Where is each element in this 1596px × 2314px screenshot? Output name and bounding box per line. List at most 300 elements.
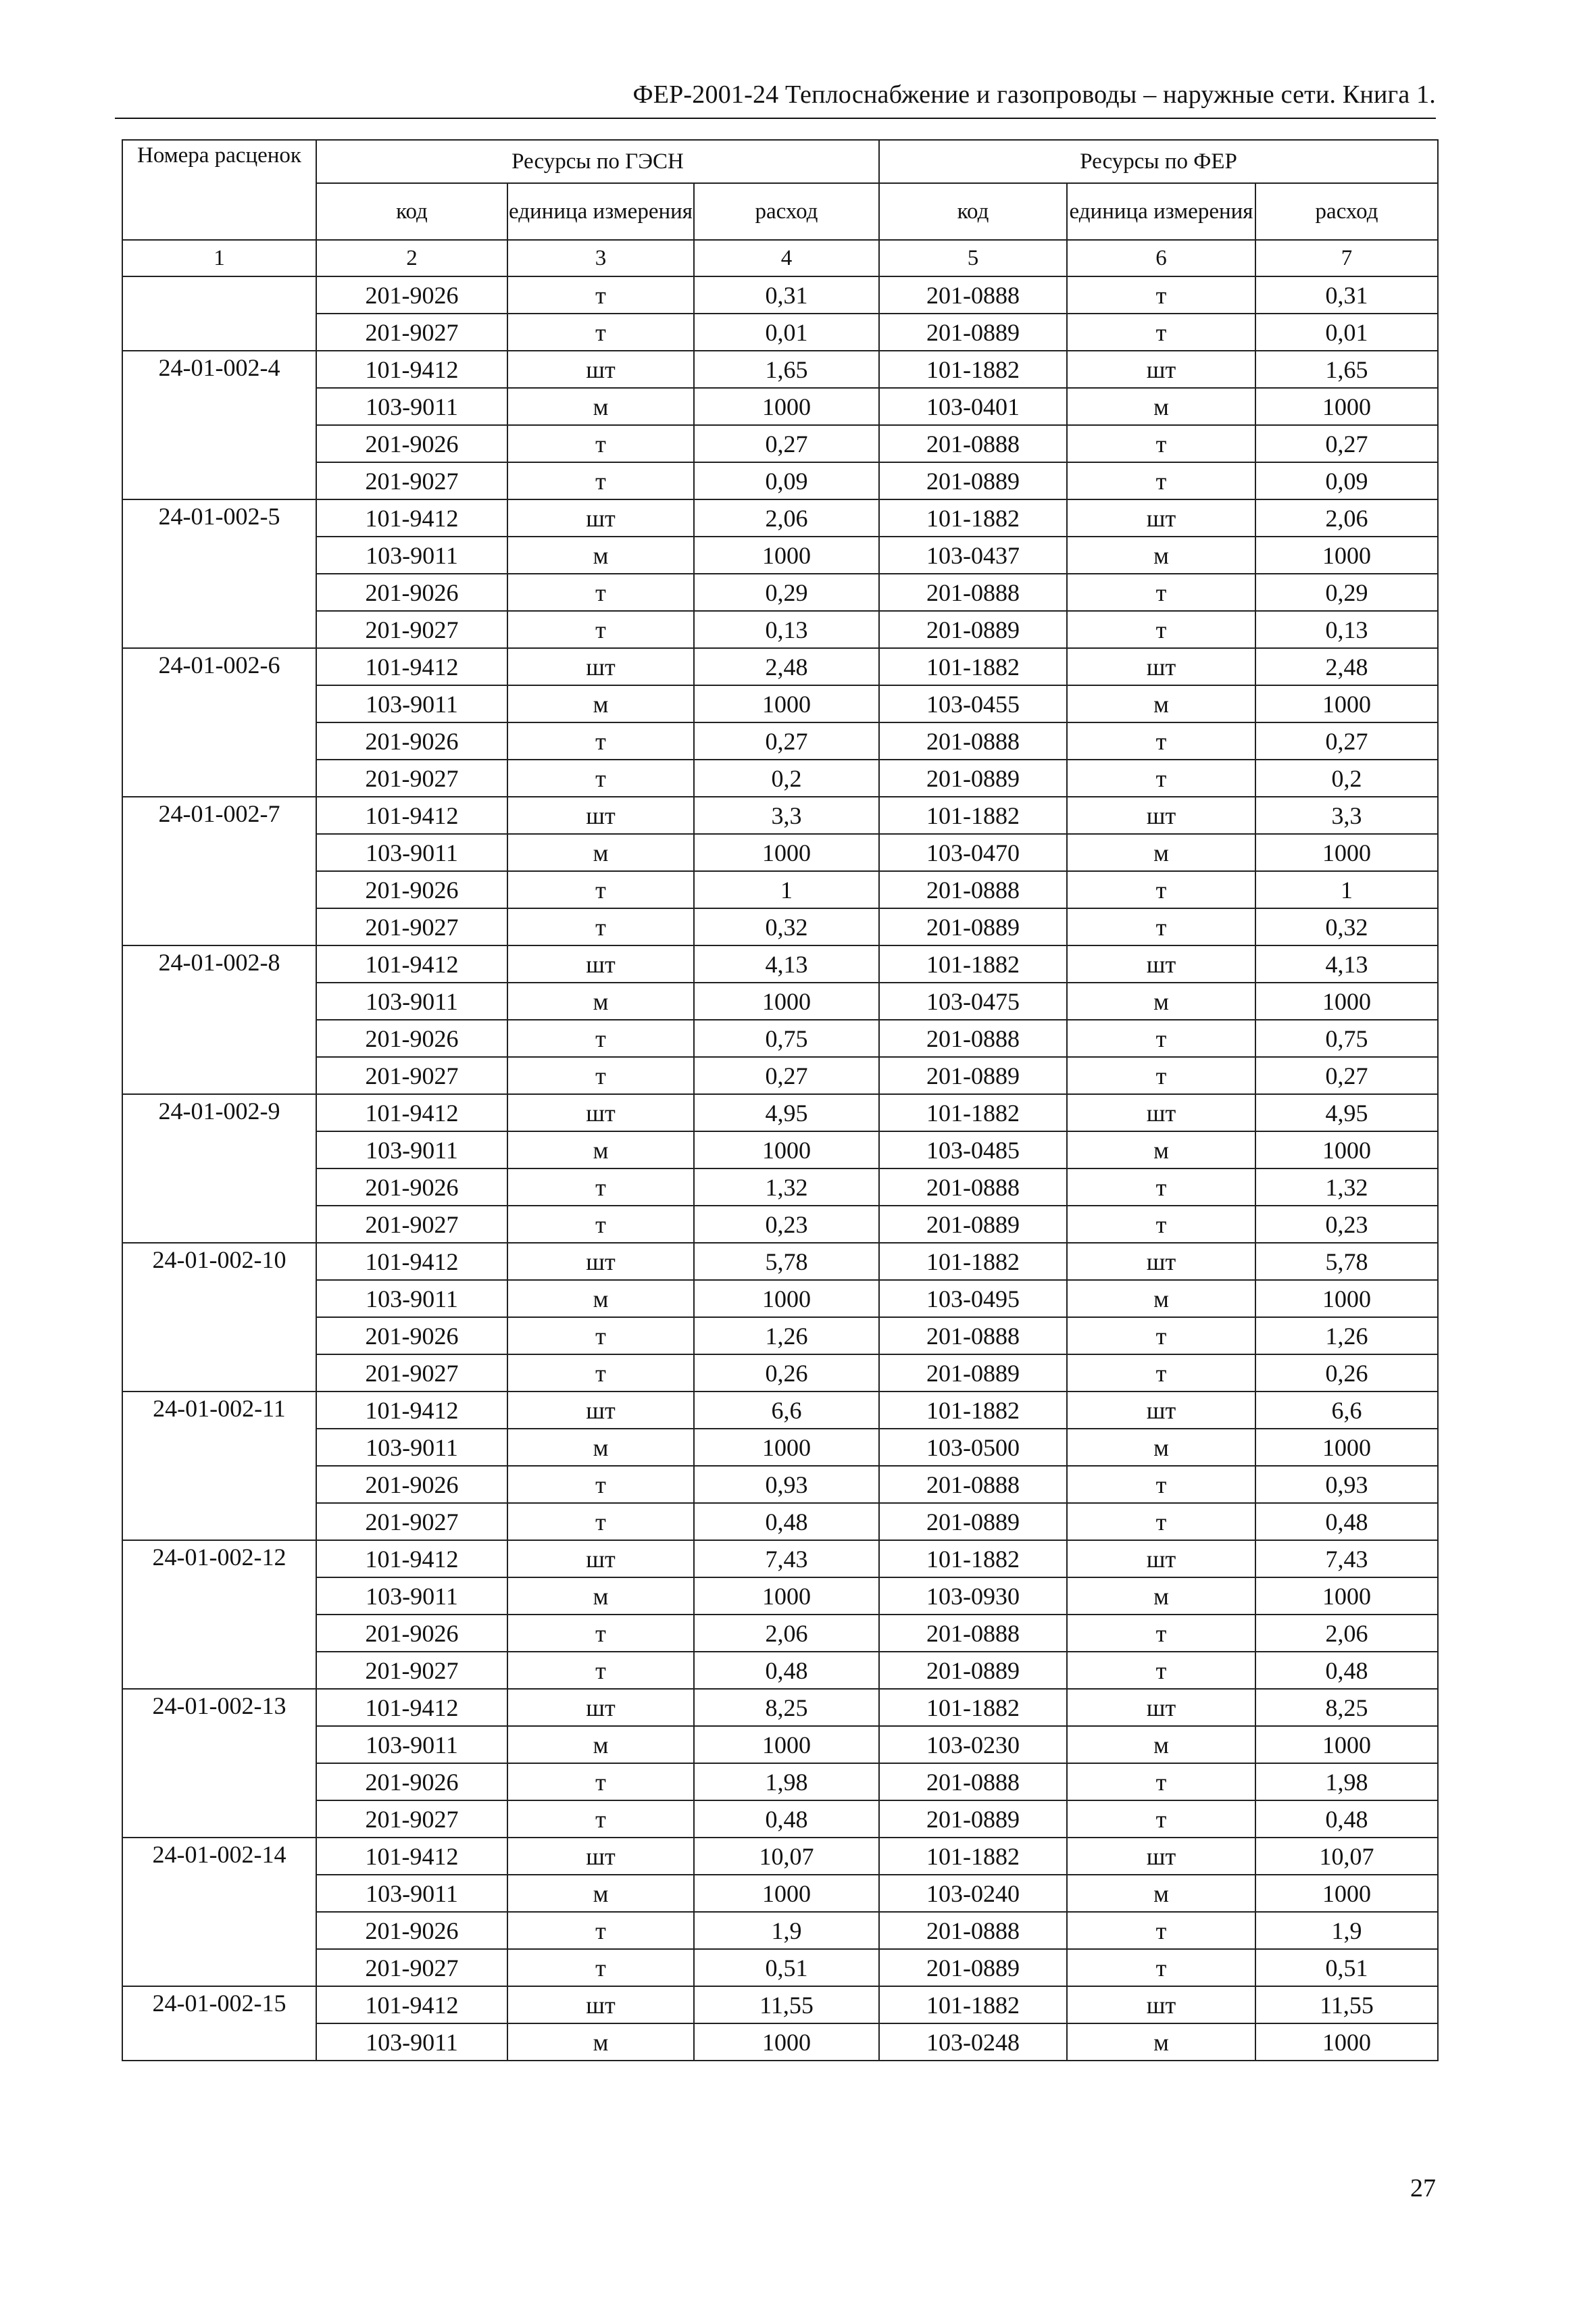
fer-consumption-cell: 0,27 xyxy=(1255,722,1438,760)
gesn-unit-cell: т xyxy=(507,574,694,611)
page-header-title: ФЕР-2001-24 Теплоснабжение и газопроводы – наружные сети. Книга 1. xyxy=(632,80,1436,109)
rate-number-cell: 24-01-002-9 xyxy=(122,1094,316,1243)
fer-code-cell: 201-0888 xyxy=(879,1020,1067,1057)
fer-code-cell: 101-1882 xyxy=(879,1540,1067,1577)
gesn-consumption-cell: 0,32 xyxy=(694,908,879,945)
header-gesn-code: код xyxy=(316,183,507,240)
gesn-unit-cell: т xyxy=(507,1912,694,1949)
gesn-code-cell: 103-9011 xyxy=(316,834,507,871)
fer-code-cell: 201-0888 xyxy=(879,1317,1067,1354)
fer-code-cell: 201-0889 xyxy=(879,1354,1067,1392)
gesn-consumption-cell: 1,26 xyxy=(694,1317,879,1354)
rate-number-cell: 24-01-002-8 xyxy=(122,945,316,1094)
table-row xyxy=(122,1912,1438,1949)
gesn-unit-cell: м xyxy=(507,1726,694,1763)
fer-consumption-cell: 0,48 xyxy=(1255,1503,1438,1540)
fer-unit-cell: шт xyxy=(1067,1689,1255,1726)
gesn-consumption-cell: 0,27 xyxy=(694,722,879,760)
gesn-unit-cell: т xyxy=(507,611,694,648)
table-row xyxy=(122,1280,1438,1317)
gesn-code-cell: 103-9011 xyxy=(316,388,507,425)
gesn-consumption-cell: 0,2 xyxy=(694,760,879,797)
gesn-consumption-cell: 4,13 xyxy=(694,945,879,983)
table-row xyxy=(122,1243,1438,1280)
fer-consumption-cell: 4,95 xyxy=(1255,1094,1438,1131)
gesn-code-cell: 201-9027 xyxy=(316,908,507,945)
table-row xyxy=(122,388,1438,425)
fer-unit-cell: м xyxy=(1067,1280,1255,1317)
fer-consumption-cell: 1,65 xyxy=(1255,351,1438,388)
fer-consumption-cell: 10,07 xyxy=(1255,1838,1438,1875)
gesn-code-cell: 201-9027 xyxy=(316,611,507,648)
gesn-code-cell: 201-9026 xyxy=(316,425,507,462)
gesn-unit-cell: шт xyxy=(507,648,694,685)
gesn-unit-cell: шт xyxy=(507,1689,694,1726)
fer-unit-cell: т xyxy=(1067,425,1255,462)
table-row xyxy=(122,276,1438,314)
fer-consumption-cell: 1000 xyxy=(1255,1726,1438,1763)
table-row xyxy=(122,1540,1438,1577)
fer-code-cell: 103-0437 xyxy=(879,537,1067,574)
gesn-consumption-cell: 2,06 xyxy=(694,1615,879,1652)
table-row xyxy=(122,1763,1438,1800)
fer-code-cell: 101-1882 xyxy=(879,1392,1067,1429)
fer-consumption-cell: 1000 xyxy=(1255,388,1438,425)
table-row xyxy=(122,314,1438,351)
column-number: 5 xyxy=(879,240,1067,276)
gesn-unit-cell: м xyxy=(507,1577,694,1615)
gesn-consumption-cell: 0,27 xyxy=(694,425,879,462)
table-row xyxy=(122,1726,1438,1763)
gesn-unit-cell: т xyxy=(507,1057,694,1094)
gesn-consumption-cell: 4,95 xyxy=(694,1094,879,1131)
gesn-unit-cell: т xyxy=(507,425,694,462)
gesn-unit-cell: шт xyxy=(507,1094,694,1131)
gesn-code-cell: 101-9412 xyxy=(316,797,507,834)
gesn-consumption-cell: 0,48 xyxy=(694,1800,879,1838)
gesn-consumption-cell: 11,55 xyxy=(694,1986,879,2023)
gesn-code-cell: 201-9026 xyxy=(316,722,507,760)
table-row xyxy=(122,797,1438,834)
gesn-consumption-cell: 0,29 xyxy=(694,574,879,611)
column-number: 4 xyxy=(694,240,879,276)
rate-number-cell: 24-01-002-10 xyxy=(122,1243,316,1392)
fer-code-cell: 201-0889 xyxy=(879,314,1067,351)
fer-code-cell: 201-0889 xyxy=(879,462,1067,499)
fer-unit-cell: т xyxy=(1067,1615,1255,1652)
fer-consumption-cell: 0,75 xyxy=(1255,1020,1438,1057)
fer-consumption-cell: 0,13 xyxy=(1255,611,1438,648)
gesn-consumption-cell: 0,93 xyxy=(694,1466,879,1503)
rate-number-cell: 24-01-002-11 xyxy=(122,1392,316,1540)
column-number: 7 xyxy=(1255,240,1438,276)
table-row xyxy=(122,2023,1438,2061)
fer-code-cell: 103-0455 xyxy=(879,685,1067,722)
header-fer-unit: единица измерения xyxy=(1067,183,1255,240)
fer-code-cell: 201-0889 xyxy=(879,1949,1067,1986)
fer-unit-cell: м xyxy=(1067,537,1255,574)
gesn-unit-cell: м xyxy=(507,2023,694,2061)
gesn-consumption-cell: 0,48 xyxy=(694,1652,879,1689)
table-body xyxy=(122,276,1438,2061)
gesn-unit-cell: т xyxy=(507,1800,694,1838)
gesn-consumption-cell: 0,27 xyxy=(694,1057,879,1094)
gesn-code-cell: 201-9027 xyxy=(316,314,507,351)
fer-unit-cell: т xyxy=(1067,1020,1255,1057)
gesn-unit-cell: м xyxy=(507,1429,694,1466)
rate-number-cell: 24-01-002-7 xyxy=(122,797,316,945)
fer-consumption-cell: 1000 xyxy=(1255,2023,1438,2061)
gesn-unit-cell: шт xyxy=(507,1838,694,1875)
gesn-consumption-cell: 0,01 xyxy=(694,314,879,351)
rate-number-cell: 24-01-002-15 xyxy=(122,1986,316,2061)
fer-unit-cell: т xyxy=(1067,1763,1255,1800)
gesn-code-cell: 201-9026 xyxy=(316,871,507,908)
gesn-unit-cell: т xyxy=(507,276,694,314)
column-number: 3 xyxy=(507,240,694,276)
fer-code-cell: 201-0889 xyxy=(879,1652,1067,1689)
fer-code-cell: 201-0888 xyxy=(879,574,1067,611)
fer-consumption-cell: 0,51 xyxy=(1255,1949,1438,1986)
table-row xyxy=(122,1800,1438,1838)
fer-unit-cell: т xyxy=(1067,1206,1255,1243)
table-row xyxy=(122,983,1438,1020)
gesn-consumption-cell: 2,06 xyxy=(694,499,879,537)
gesn-code-cell: 201-9026 xyxy=(316,1317,507,1354)
gesn-code-cell: 201-9026 xyxy=(316,1168,507,1206)
fer-code-cell: 103-0470 xyxy=(879,834,1067,871)
fer-unit-cell: т xyxy=(1067,1652,1255,1689)
gesn-unit-cell: м xyxy=(507,1131,694,1168)
gesn-consumption-cell: 0,26 xyxy=(694,1354,879,1392)
table-row xyxy=(122,834,1438,871)
gesn-unit-cell: т xyxy=(507,1763,694,1800)
fer-consumption-cell: 4,13 xyxy=(1255,945,1438,983)
gesn-consumption-cell: 6,6 xyxy=(694,1392,879,1429)
fer-unit-cell: т xyxy=(1067,722,1255,760)
gesn-unit-cell: м xyxy=(507,537,694,574)
gesn-unit-cell: шт xyxy=(507,1986,694,2023)
gesn-code-cell: 201-9027 xyxy=(316,1057,507,1094)
gesn-code-cell: 201-9026 xyxy=(316,1615,507,1652)
table-row xyxy=(122,1317,1438,1354)
table-row xyxy=(122,1057,1438,1094)
fer-unit-cell: т xyxy=(1067,611,1255,648)
fer-unit-cell: т xyxy=(1067,314,1255,351)
gesn-consumption-cell: 1000 xyxy=(694,1577,879,1615)
fer-consumption-cell: 2,48 xyxy=(1255,648,1438,685)
gesn-code-cell: 101-9412 xyxy=(316,1838,507,1875)
table-row xyxy=(122,1949,1438,1986)
gesn-consumption-cell: 10,07 xyxy=(694,1838,879,1875)
gesn-code-cell: 103-9011 xyxy=(316,537,507,574)
fer-consumption-cell: 0,23 xyxy=(1255,1206,1438,1243)
fer-unit-cell: м xyxy=(1067,1875,1255,1912)
gesn-code-cell: 201-9026 xyxy=(316,1912,507,1949)
header-gesn-unit: единица измерения xyxy=(507,183,694,240)
fer-code-cell: 201-0889 xyxy=(879,611,1067,648)
fer-code-cell: 103-0248 xyxy=(879,2023,1067,2061)
table-row xyxy=(122,1875,1438,1912)
fer-code-cell: 101-1882 xyxy=(879,945,1067,983)
fer-code-cell: 103-0401 xyxy=(879,388,1067,425)
gesn-consumption-cell: 1,65 xyxy=(694,351,879,388)
fer-consumption-cell: 0,2 xyxy=(1255,760,1438,797)
fer-unit-cell: т xyxy=(1067,908,1255,945)
gesn-unit-cell: м xyxy=(507,1280,694,1317)
fer-consumption-cell: 1000 xyxy=(1255,1429,1438,1466)
gesn-code-cell: 103-9011 xyxy=(316,1577,507,1615)
rate-number-cell: 24-01-002-5 xyxy=(122,499,316,648)
fer-consumption-cell: 3,3 xyxy=(1255,797,1438,834)
fer-code-cell: 101-1882 xyxy=(879,1838,1067,1875)
fer-code-cell: 101-1882 xyxy=(879,1094,1067,1131)
fer-consumption-cell: 6,6 xyxy=(1255,1392,1438,1429)
fer-code-cell: 201-0888 xyxy=(879,276,1067,314)
table-row xyxy=(122,1392,1438,1429)
fer-unit-cell: т xyxy=(1067,1168,1255,1206)
table-row xyxy=(122,760,1438,797)
fer-unit-cell: т xyxy=(1067,1949,1255,1986)
rate-number-cell: 24-01-002-14 xyxy=(122,1838,316,1986)
fer-unit-cell: м xyxy=(1067,1577,1255,1615)
gesn-unit-cell: шт xyxy=(507,797,694,834)
gesn-unit-cell: шт xyxy=(507,1540,694,1577)
column-number: 1 xyxy=(122,240,316,276)
fer-code-cell: 103-0240 xyxy=(879,1875,1067,1912)
gesn-unit-cell: м xyxy=(507,388,694,425)
gesn-consumption-cell: 1000 xyxy=(694,537,879,574)
fer-unit-cell: м xyxy=(1067,1726,1255,1763)
fer-consumption-cell: 5,78 xyxy=(1255,1243,1438,1280)
table-row xyxy=(122,462,1438,499)
fer-unit-cell: шт xyxy=(1067,1094,1255,1131)
table-row xyxy=(122,1615,1438,1652)
fer-unit-cell: т xyxy=(1067,462,1255,499)
table-row xyxy=(122,351,1438,388)
fer-unit-cell: м xyxy=(1067,1131,1255,1168)
fer-consumption-cell: 7,43 xyxy=(1255,1540,1438,1577)
fer-consumption-cell: 1000 xyxy=(1255,983,1438,1020)
rate-number-cell xyxy=(122,276,316,351)
fer-code-cell: 201-0888 xyxy=(879,1615,1067,1652)
gesn-code-cell: 201-9026 xyxy=(316,276,507,314)
fer-code-cell: 101-1882 xyxy=(879,351,1067,388)
fer-consumption-cell: 0,48 xyxy=(1255,1652,1438,1689)
fer-consumption-cell: 0,01 xyxy=(1255,314,1438,351)
gesn-unit-cell: т xyxy=(507,1949,694,1986)
gesn-unit-cell: шт xyxy=(507,1392,694,1429)
fer-code-cell: 201-0889 xyxy=(879,1503,1067,1540)
fer-unit-cell: м xyxy=(1067,983,1255,1020)
gesn-code-cell: 201-9027 xyxy=(316,1949,507,1986)
fer-unit-cell: т xyxy=(1067,276,1255,314)
fer-unit-cell: т xyxy=(1067,871,1255,908)
fer-consumption-cell: 1,26 xyxy=(1255,1317,1438,1354)
fer-consumption-cell: 1000 xyxy=(1255,1280,1438,1317)
fer-code-cell: 101-1882 xyxy=(879,1986,1067,2023)
fer-code-cell: 103-0230 xyxy=(879,1726,1067,1763)
gesn-consumption-cell: 7,43 xyxy=(694,1540,879,1577)
gesn-code-cell: 201-9027 xyxy=(316,1354,507,1392)
gesn-unit-cell: т xyxy=(507,1168,694,1206)
fer-code-cell: 103-0930 xyxy=(879,1577,1067,1615)
fer-consumption-cell: 1000 xyxy=(1255,834,1438,871)
gesn-unit-cell: т xyxy=(507,1652,694,1689)
gesn-code-cell: 201-9027 xyxy=(316,1652,507,1689)
fer-unit-cell: шт xyxy=(1067,1243,1255,1280)
table-row xyxy=(122,1577,1438,1615)
fer-consumption-cell: 1000 xyxy=(1255,1875,1438,1912)
gesn-unit-cell: т xyxy=(507,314,694,351)
table-row xyxy=(122,1652,1438,1689)
gesn-consumption-cell: 0,23 xyxy=(694,1206,879,1243)
fer-code-cell: 201-0889 xyxy=(879,1800,1067,1838)
fer-unit-cell: м xyxy=(1067,2023,1255,2061)
fer-consumption-cell: 0,27 xyxy=(1255,425,1438,462)
column-number: 2 xyxy=(316,240,507,276)
gesn-unit-cell: т xyxy=(507,1466,694,1503)
fer-unit-cell: шт xyxy=(1067,1392,1255,1429)
fer-code-cell: 101-1882 xyxy=(879,797,1067,834)
gesn-code-cell: 101-9412 xyxy=(316,1986,507,2023)
fer-consumption-cell: 0,27 xyxy=(1255,1057,1438,1094)
fer-code-cell: 101-1882 xyxy=(879,1689,1067,1726)
fer-consumption-cell: 2,06 xyxy=(1255,1615,1438,1652)
gesn-consumption-cell: 2,48 xyxy=(694,648,879,685)
fer-unit-cell: шт xyxy=(1067,499,1255,537)
fer-code-cell: 201-0889 xyxy=(879,1057,1067,1094)
fer-unit-cell: шт xyxy=(1067,648,1255,685)
fer-code-cell: 103-0475 xyxy=(879,983,1067,1020)
table-row xyxy=(122,945,1438,983)
gesn-consumption-cell: 0,48 xyxy=(694,1503,879,1540)
fer-code-cell: 201-0889 xyxy=(879,908,1067,945)
gesn-consumption-cell: 1000 xyxy=(694,1280,879,1317)
fer-code-cell: 103-0500 xyxy=(879,1429,1067,1466)
table-row xyxy=(122,685,1438,722)
fer-consumption-cell: 1,32 xyxy=(1255,1168,1438,1206)
gesn-code-cell: 101-9412 xyxy=(316,499,507,537)
table-row xyxy=(122,574,1438,611)
gesn-consumption-cell: 1,9 xyxy=(694,1912,879,1949)
gesn-consumption-cell: 1000 xyxy=(694,1726,879,1763)
gesn-code-cell: 201-9026 xyxy=(316,1763,507,1800)
table-row xyxy=(122,1503,1438,1540)
gesn-consumption-cell: 1000 xyxy=(694,1131,879,1168)
fer-code-cell: 201-0888 xyxy=(879,1912,1067,1949)
table-row xyxy=(122,908,1438,945)
fer-unit-cell: шт xyxy=(1067,351,1255,388)
gesn-code-cell: 103-9011 xyxy=(316,1875,507,1912)
gesn-code-cell: 101-9412 xyxy=(316,945,507,983)
rate-number-cell: 24-01-002-12 xyxy=(122,1540,316,1689)
fer-code-cell: 201-0889 xyxy=(879,760,1067,797)
gesn-unit-cell: м xyxy=(507,685,694,722)
gesn-consumption-cell: 1000 xyxy=(694,2023,879,2061)
gesn-unit-cell: т xyxy=(507,462,694,499)
gesn-consumption-cell: 0,09 xyxy=(694,462,879,499)
gesn-unit-cell: т xyxy=(507,1317,694,1354)
fer-code-cell: 201-0888 xyxy=(879,871,1067,908)
gesn-unit-cell: т xyxy=(507,1354,694,1392)
table-row xyxy=(122,537,1438,574)
gesn-unit-cell: шт xyxy=(507,499,694,537)
gesn-consumption-cell: 1 xyxy=(694,871,879,908)
fer-unit-cell: шт xyxy=(1067,1540,1255,1577)
header-rate-numbers: Номера расценок xyxy=(122,140,316,240)
gesn-consumption-cell: 1000 xyxy=(694,834,879,871)
gesn-consumption-cell: 1000 xyxy=(694,1875,879,1912)
gesn-code-cell: 201-9027 xyxy=(316,1206,507,1243)
rate-number-cell: 24-01-002-6 xyxy=(122,648,316,797)
fer-unit-cell: т xyxy=(1067,1466,1255,1503)
fer-consumption-cell: 1,9 xyxy=(1255,1912,1438,1949)
gesn-unit-cell: т xyxy=(507,722,694,760)
fer-unit-cell: м xyxy=(1067,1429,1255,1466)
gesn-consumption-cell: 1000 xyxy=(694,1429,879,1466)
gesn-unit-cell: т xyxy=(507,1615,694,1652)
header-gesn-consumption: расход xyxy=(694,183,879,240)
gesn-code-cell: 101-9412 xyxy=(316,351,507,388)
table-row xyxy=(122,1206,1438,1243)
gesn-code-cell: 201-9027 xyxy=(316,1503,507,1540)
fer-consumption-cell: 0,93 xyxy=(1255,1466,1438,1503)
gesn-consumption-cell: 0,75 xyxy=(694,1020,879,1057)
gesn-unit-cell: шт xyxy=(507,351,694,388)
fer-code-cell: 201-0888 xyxy=(879,1763,1067,1800)
table-row xyxy=(122,1094,1438,1131)
gesn-code-cell: 101-9412 xyxy=(316,1689,507,1726)
fer-code-cell: 201-0889 xyxy=(879,1206,1067,1243)
fer-unit-cell: шт xyxy=(1067,1838,1255,1875)
table-row xyxy=(122,1689,1438,1726)
table-row xyxy=(122,499,1438,537)
gesn-code-cell: 201-9027 xyxy=(316,760,507,797)
gesn-unit-cell: м xyxy=(507,834,694,871)
gesn-consumption-cell: 1000 xyxy=(694,388,879,425)
gesn-code-cell: 103-9011 xyxy=(316,1726,507,1763)
fer-consumption-cell: 0,29 xyxy=(1255,574,1438,611)
fer-consumption-cell: 1,98 xyxy=(1255,1763,1438,1800)
gesn-code-cell: 201-9026 xyxy=(316,1466,507,1503)
fer-unit-cell: м xyxy=(1067,834,1255,871)
gesn-unit-cell: т xyxy=(507,1206,694,1243)
resources-table xyxy=(122,139,1439,2061)
page-number: 27 xyxy=(1410,2174,1436,2202)
fer-unit-cell: т xyxy=(1067,1800,1255,1838)
fer-unit-cell: т xyxy=(1067,1317,1255,1354)
gesn-unit-cell: м xyxy=(507,983,694,1020)
table-row xyxy=(122,1429,1438,1466)
gesn-code-cell: 103-9011 xyxy=(316,1131,507,1168)
gesn-consumption-cell: 1,98 xyxy=(694,1763,879,1800)
gesn-code-cell: 101-9412 xyxy=(316,1392,507,1429)
gesn-code-cell: 103-9011 xyxy=(316,1280,507,1317)
fer-unit-cell: шт xyxy=(1067,1986,1255,2023)
header-fer-code: код xyxy=(879,183,1067,240)
fer-unit-cell: шт xyxy=(1067,945,1255,983)
gesn-consumption-cell: 3,3 xyxy=(694,797,879,834)
gesn-unit-cell: т xyxy=(507,1503,694,1540)
fer-code-cell: 101-1882 xyxy=(879,1243,1067,1280)
table-row xyxy=(122,611,1438,648)
gesn-code-cell: 103-9011 xyxy=(316,685,507,722)
fer-code-cell: 201-0888 xyxy=(879,425,1067,462)
fer-consumption-cell: 2,06 xyxy=(1255,499,1438,537)
fer-code-cell: 101-1882 xyxy=(879,499,1067,537)
table-row xyxy=(122,648,1438,685)
